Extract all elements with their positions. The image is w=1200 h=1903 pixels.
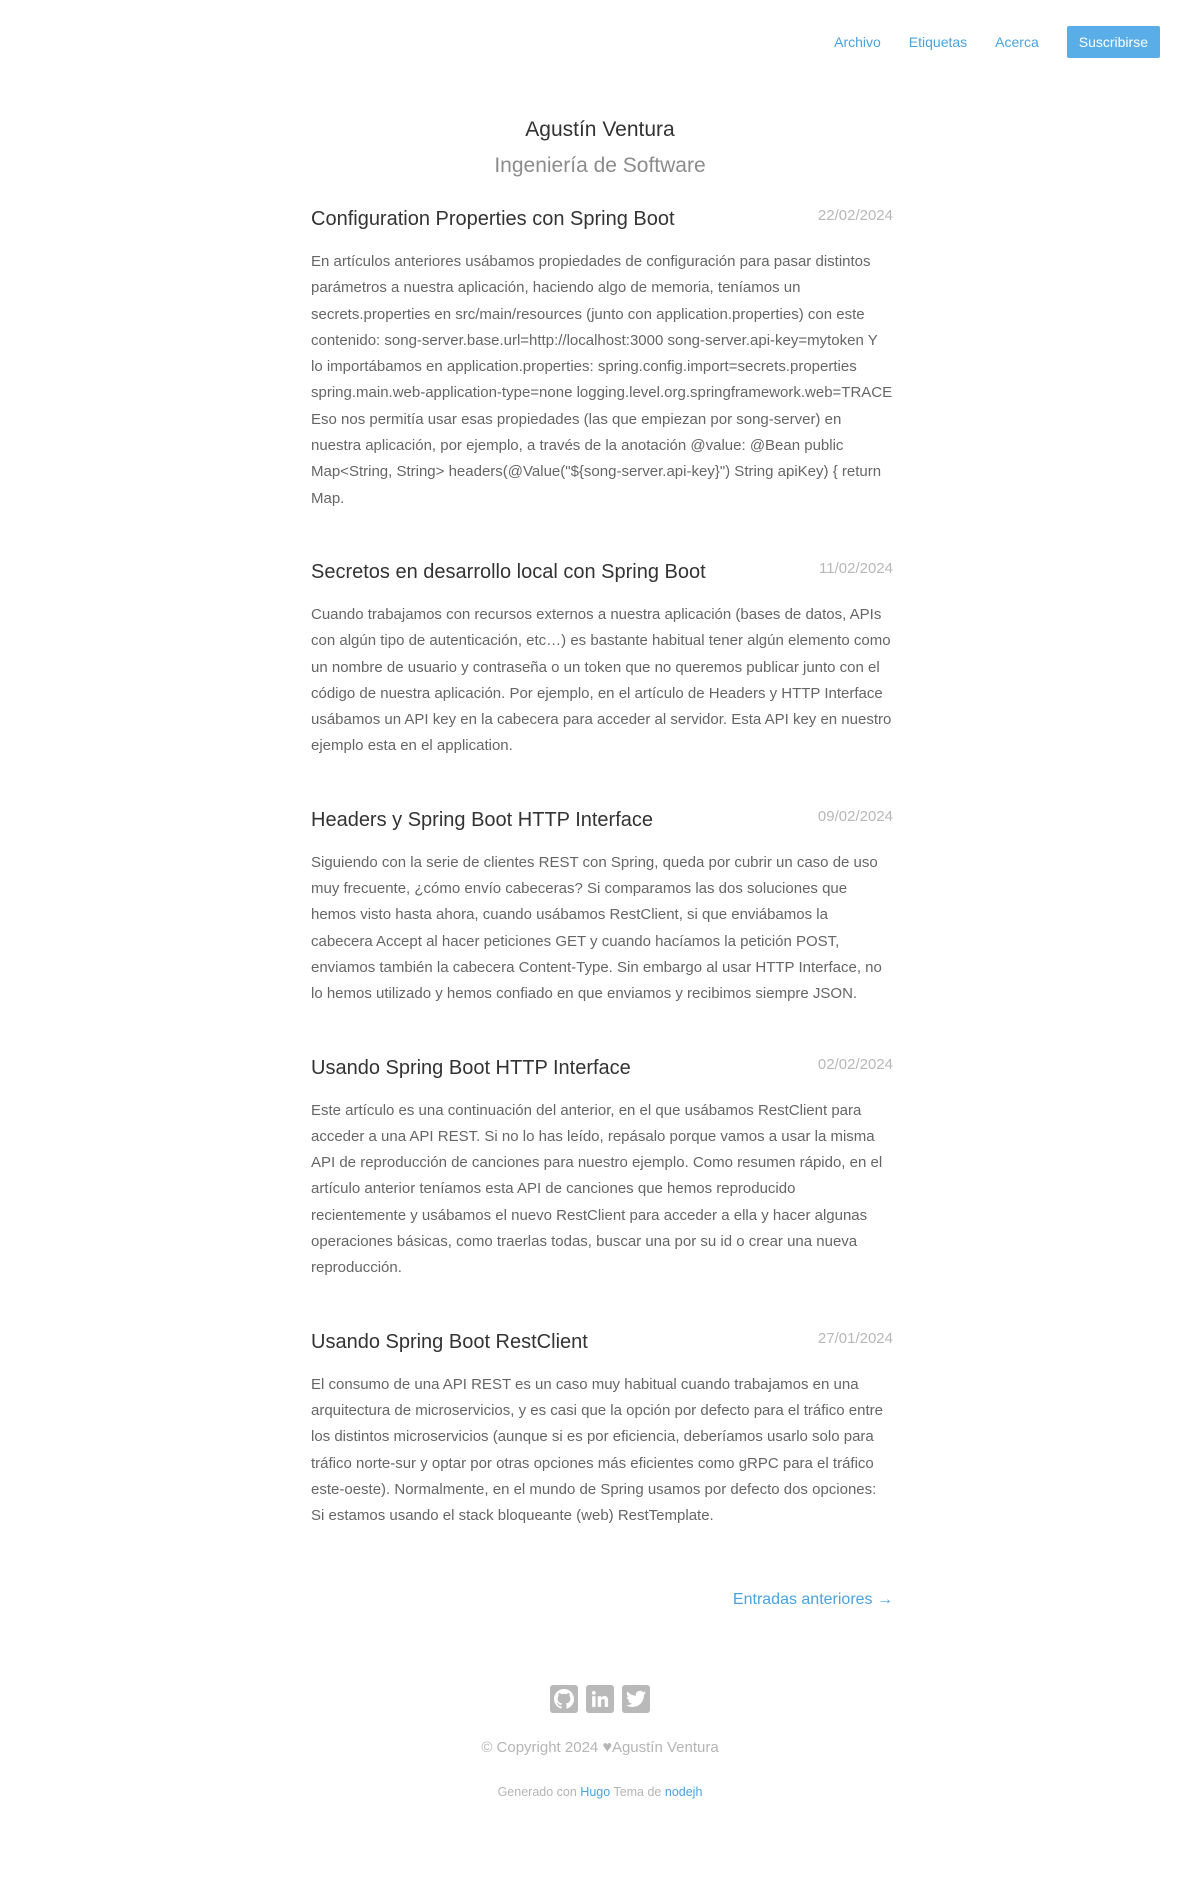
copyright-name: Agustín Ventura — [611, 1739, 719, 1756]
post-excerpt: Siguiendo con la serie de clientes REST con Spring, queda por cubrir un caso de uso muy frecuente, ¿cómo envío cabeceras? Si comparamos las dos soluciones que hemos visto hasta ahora, cuando usábamos RestClient, si que enviábamos la cabecera Accept al hacer peticiones GET y cuando hacíamos la petición POST, enviamos también la cabecera Content-Type. Sin embargo al usar HTTP Interface, no lo hemos utilizado y hemos confiado en que enviamos y recibimos siempre JSON. — [311, 853, 882, 1003]
post-item — [311, 1054, 893, 1282]
post-title-link[interactable]: Headers y Spring Boot HTTP Interface — [311, 808, 654, 831]
copyright-text: © Copyright 2024 — [481, 1739, 599, 1756]
post-list — [311, 205, 893, 1609]
subscribe-button[interactable]: Suscribirse — [1067, 26, 1160, 58]
theme-link[interactable]: nodejh — [664, 1785, 703, 1799]
post-item — [311, 1328, 893, 1530]
top-navigation — [806, 26, 1160, 58]
generated-prefix: Generado con — [497, 1785, 577, 1799]
post-date: 09/02/2024 — [817, 807, 893, 825]
nav-tags-link[interactable]: Etiquetas — [908, 34, 968, 50]
post-excerpt: Cuando trabajamos con recursos externos a nuestra aplicación (bases de datos, APIs con algún tipo de autenticación, etc…) es bastante habitual tener algún elemento como un nombre de usuario y contraseña o un token que no queremos publicar junto con el código de nuestra aplicación. Por ejemplo, en el artículo de Headers y HTTP Interface usábamos un API key en la cabecera para acceder al servidor. Esta API key en nuestro ejemplo esta en el application. — [311, 605, 892, 755]
post-title-link[interactable]: Usando Spring Boot HTTP Interface — [311, 1056, 631, 1079]
post-date: 02/02/2024 — [817, 1055, 893, 1073]
post-date: 11/02/2024 — [819, 559, 893, 577]
post-title-link[interactable]: Configuration Properties con Spring Boot — [311, 208, 675, 230]
post-date: 27/01/2024 — [817, 1329, 893, 1347]
theme-prefix: Tema de — [613, 1785, 662, 1799]
site-header — [0, 118, 1200, 178]
hugo-link[interactable]: Hugo — [580, 1785, 611, 1799]
post-excerpt: Este artículo es una continuación del anterior, en el que usábamos RestClient para acceder a una API REST. Si no lo has leído, repásalo porque vamos a usar la misma API de reproducción de canciones para nuestro ejemplo. Como resumen rápido, en el artículo anterior teníamos esta API de canciones que hemos reproducido recientemente y usábamos el nuevo RestClient para acceder a ella y hacer algunas operaciones básicas, como traerlas todas, buscar una por su id o crear una nueva reproducción. — [311, 1101, 883, 1277]
social-links — [0, 1685, 1200, 1713]
footer — [0, 1685, 1200, 1799]
post-item — [311, 806, 893, 1008]
nav-archive-link[interactable]: Archivo — [834, 34, 881, 50]
pagination — [311, 1591, 893, 1609]
post-excerpt: En artículos anteriores usábamos propiedades de configuración para pasar distintos parámetros a nuestra aplicación, haciendo algo de memoria, teníamos un secrets.properties en src/main/resources (junto con application.properties) con este contenido: song-server.base.url=http://localhost:3000 song-server.api-key=mytoken Y lo importábamos en application.properties: spring.config.import=secrets.properties spring.main.web-application-type=none logging.level.org.springframework.web=TRACE Eso nos permitía usar esas propiedades (las que empiezan por song-server) en nuestra aplicación, por ejemplo, a través de la anotación @value: @Bean public Map<String, String> headers(@Value("${song-server.api-key}") String apiKey) { return Map. — [311, 253, 893, 507]
post-excerpt: El consumo de una API REST es un caso muy habitual cuando trabajamos en una arquitectura de microservicios, y es casi que la opción por defecto para el tráfico entre los distintos microservicios (aunque si es por eficiencia, deberíamos usarlo solo para tráfico norte-sur y optar por otras opciones más eficientes como gRPC para el tráfico este-oeste). Normalmente, en el mundo de Spring usamos por defecto dos opciones: Si estamos usando el stack bloqueante (web) RestTemplate. — [311, 1375, 883, 1525]
nav-about-link[interactable]: Acerca — [995, 34, 1039, 50]
older-posts-link[interactable]: Entradas anteriores → — [732, 1591, 893, 1609]
post-date: 22/02/2024 — [817, 207, 893, 224]
heart-icon: ♥ — [602, 1739, 612, 1756]
linkedin-icon[interactable] — [586, 1685, 614, 1713]
site-title[interactable]: Agustín Ventura — [525, 118, 675, 141]
post-item — [311, 558, 893, 760]
post-item — [311, 205, 893, 512]
site-subtitle: Ingeniería de Software — [494, 154, 706, 177]
github-icon[interactable] — [550, 1685, 578, 1713]
twitter-icon[interactable] — [622, 1685, 650, 1713]
copyright — [0, 1739, 1200, 1757]
generated-by — [0, 1785, 1200, 1799]
post-title-link[interactable]: Secretos en desarrollo local con Spring Boot — [311, 560, 706, 583]
post-title-link[interactable]: Usando Spring Boot RestClient — [311, 1330, 588, 1353]
